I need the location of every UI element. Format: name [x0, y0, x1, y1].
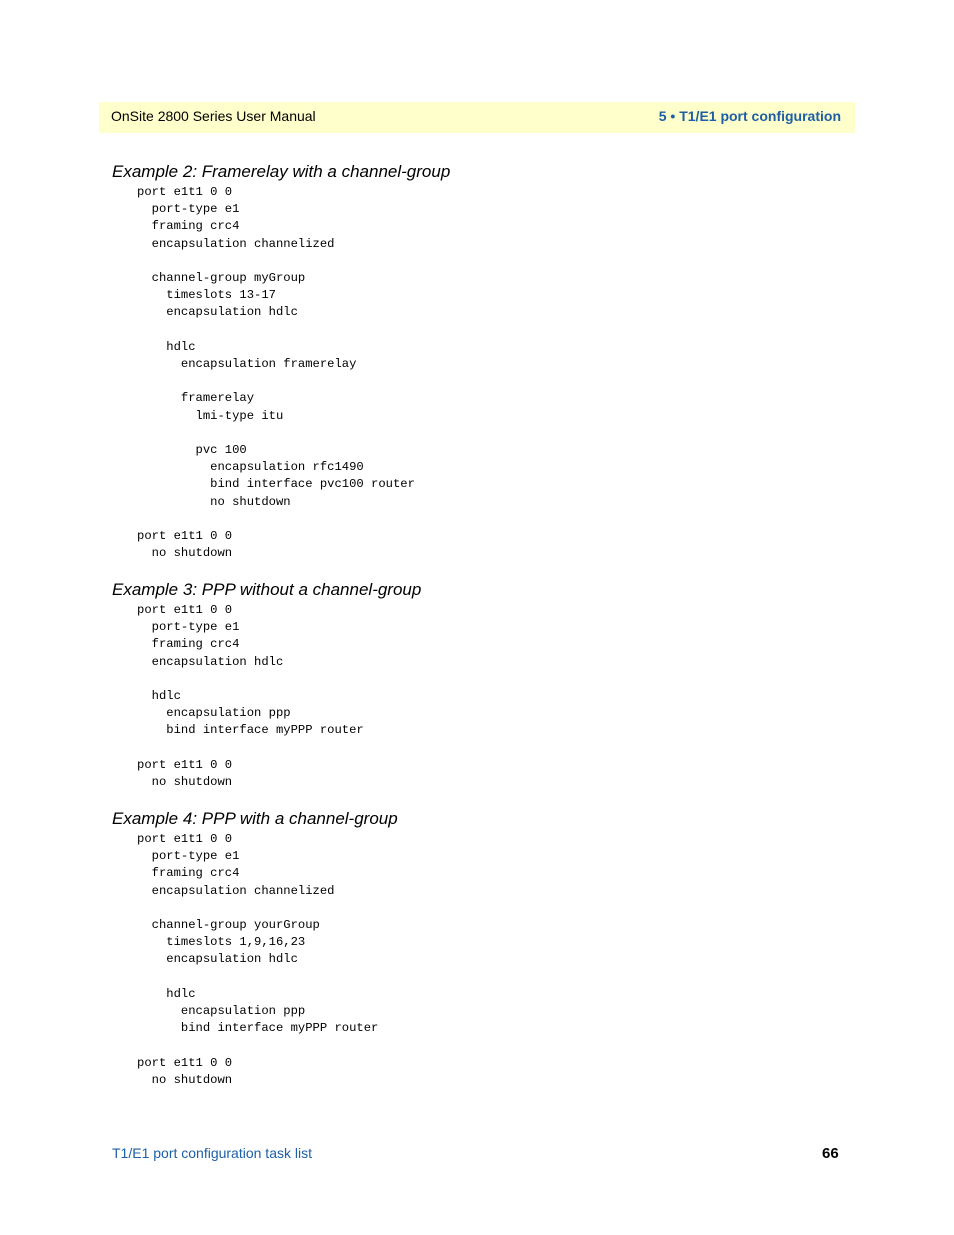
chapter-title: 5 • T1/E1 port configuration	[658, 108, 841, 124]
example-4-code: port e1t1 0 0 port-type e1 framing crc4 encapsulation channelized channel-group yourGroup timeslots 1,9,16,23 encapsulation hdlc hdlc encapsulation ppp bind interface myPPP router port e1t1 0 0 no shutdown	[137, 832, 379, 1087]
example-3-title: Example 3: PPP without a channel-group	[112, 580, 422, 599]
example-3-code: port e1t1 0 0 port-type e1 framing crc4 encapsulation hdlc hdlc encapsulation ppp bind interface myPPP router port e1t1 0 0 no shutdown	[137, 603, 364, 790]
page-number: 66	[822, 1145, 839, 1162]
footer-section-title: T1/E1 port configuration task list	[112, 1145, 312, 1161]
example-2-title: Example 2: Framerelay with a channel-group	[112, 162, 451, 181]
example-4-title: Example 4: PPP with a channel-group	[112, 809, 398, 828]
example-2-code: port e1t1 0 0 port-type e1 framing crc4 encapsulation channelized channel-group myGroup timeslots 13-17 encapsulation hdlc hdlc encapsulation framerelay framerelay lmi-type itu pvc 100 encapsulation rfc1490 bind interface pvc100 router no shutdown port e1t1 0 0 no shutdown	[137, 185, 415, 561]
running-header	[99, 102, 855, 133]
manual-title: OnSite 2800 Series User Manual	[111, 108, 316, 124]
